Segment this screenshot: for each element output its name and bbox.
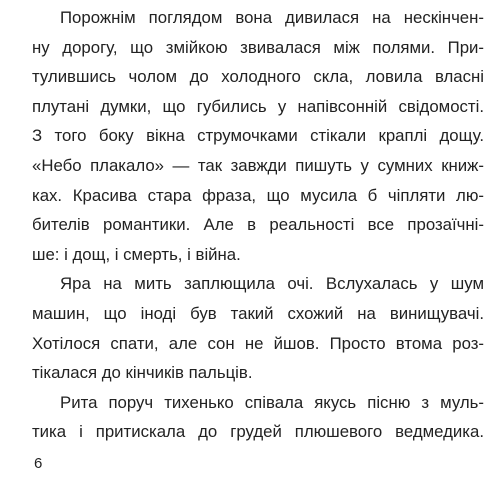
text-line: плутані думки, що губились у напівсонній свідомості. bbox=[32, 96, 484, 116]
text-line: ну дорогу, що змійкою звивалася між полями. При- bbox=[32, 37, 484, 57]
text-line: ках. Красива стара фраза, що мусила б чіпляти лю- bbox=[32, 185, 484, 205]
text-line: Порожнім поглядом вона дивилася на нескінчен- bbox=[60, 8, 484, 27]
text-line: З того боку вікна струмочками стікали краплі дощу. bbox=[32, 126, 484, 146]
text-line: машин, що іноді був такий схожий на винищувачі. bbox=[32, 303, 484, 323]
text-line: бителів романтики. Але в реальності все прозаїчні- bbox=[32, 215, 484, 235]
text-line: Рита поруч тихенько співала якусь пісню з муль- bbox=[60, 392, 484, 412]
text-line: Яра на мить заплющила очі. Вслухалась у шум bbox=[60, 274, 484, 294]
text-line: ше: і дощ, і смерть, і війна. bbox=[32, 244, 241, 264]
text-line: тікалася до кінчиків пальців. bbox=[32, 363, 253, 383]
page-number: 6 bbox=[34, 455, 43, 472]
text-line: тика і притискала до грудей плюшевого ведмедика. bbox=[32, 422, 484, 442]
body-text bbox=[32, 3, 484, 447]
text-line: «Небо плакало» — так завжди пишуть у сумних книж- bbox=[32, 155, 484, 175]
text-line: тулившись чолом до холодного скла, ловила власні bbox=[32, 67, 484, 87]
text-line: Хотілося спати, але сон не йшов. Просто втома роз- bbox=[32, 333, 484, 353]
